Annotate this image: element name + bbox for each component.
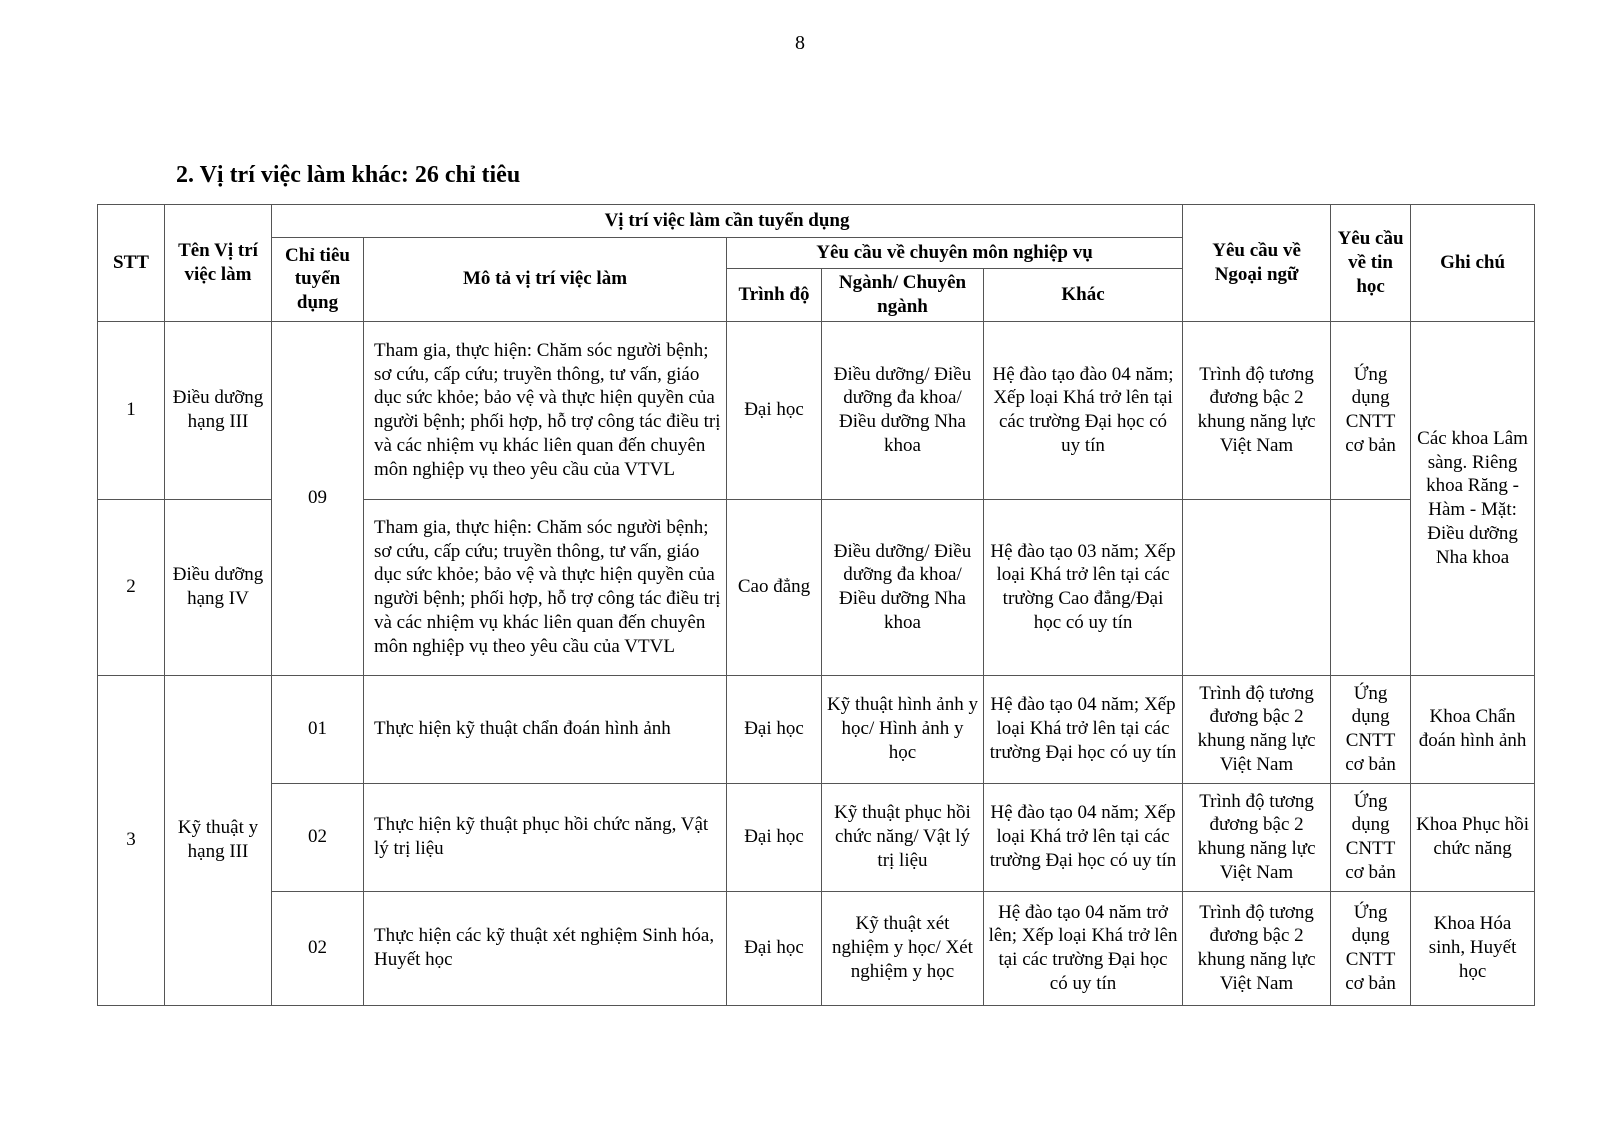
header-position-name: Tên Vị trí việc làm	[165, 205, 272, 322]
header-major: Ngành/ Chuyên ngành	[822, 269, 984, 322]
cell-description: Thực hiện kỹ thuật chẩn đoán hình ảnh	[364, 675, 727, 783]
cell-quota: 01	[272, 675, 364, 783]
cell-foreign-language: Trình độ tương đương bậc 2 khung năng lực Việt Nam	[1183, 891, 1331, 1005]
header-it-skills: Yêu cầu về tin học	[1331, 205, 1411, 322]
header-requirements-group: Yêu cầu về chuyên môn nghiệp vụ	[727, 238, 1183, 269]
cell-stt: 2	[98, 499, 165, 675]
cell-position-name: Điều dưỡng hạng IV	[165, 499, 272, 675]
section-title: 2. Vị trí việc làm khác: 26 chỉ tiêu	[176, 162, 521, 188]
header-description: Mô tả vị trí việc làm	[364, 238, 727, 322]
cell-education-level: Đại học	[727, 783, 822, 891]
header-other: Khác	[984, 269, 1183, 322]
cell-other: Hệ đào tạo 03 năm; Xếp loại Khá trở lên tại các trường Cao đẳng/Đại học có uy tín	[984, 499, 1183, 675]
cell-quota: 02	[272, 783, 364, 891]
cell-major: Kỹ thuật hình ảnh y học/ Hình ảnh y học	[822, 675, 984, 783]
cell-foreign-language	[1183, 499, 1331, 675]
cell-education-level: Đại học	[727, 675, 822, 783]
cell-major: Điều dưỡng/ Điều dưỡng đa khoa/ Điều dưỡng Nha khoa	[822, 321, 984, 499]
cell-it-skills: Ứng dụng CNTT cơ bản	[1331, 783, 1411, 891]
cell-description: Tham gia, thực hiện: Chăm sóc người bệnh; sơ cứu, cấp cứu; truyền thông, tư vấn, giáo dục sức khỏe; bảo vệ và thực hiện quyền của người bệnh; phối hợp, hỗ trợ công tác điều trị và các nhiệm vụ khác liên quan đến chuyên môn nghiệp vụ theo yêu cầu của VTVL	[364, 499, 727, 675]
page-number: 8	[795, 32, 805, 54]
cell-foreign-language: Trình độ tương đương bậc 2 khung năng lực Việt Nam	[1183, 783, 1331, 891]
cell-position-name: Điều dưỡng hạng III	[165, 321, 272, 499]
cell-quota: 02	[272, 891, 364, 1005]
cell-description: Thực hiện các kỹ thuật xét nghiệm Sinh hóa, Huyết học	[364, 891, 727, 1005]
cell-education-level: Đại học	[727, 891, 822, 1005]
table-row	[98, 675, 1535, 783]
cell-it-skills: Ứng dụng CNTT cơ bản	[1331, 321, 1411, 499]
cell-major: Kỹ thuật xét nghiệm y học/ Xét nghiệm y học	[822, 891, 984, 1005]
header-stt: STT	[98, 205, 165, 322]
cell-it-skills: Ứng dụng CNTT cơ bản	[1331, 675, 1411, 783]
cell-major: Điều dưỡng/ Điều dưỡng đa khoa/ Điều dưỡng Nha khoa	[822, 499, 984, 675]
cell-major: Kỹ thuật phục hồi chức năng/ Vật lý trị liệu	[822, 783, 984, 891]
cell-education-level: Cao đẳng	[727, 499, 822, 675]
cell-foreign-language: Trình độ tương đương bậc 2 khung năng lực Việt Nam	[1183, 675, 1331, 783]
cell-other: Hệ đào tạo 04 năm; Xếp loại Khá trở lên tại các trường Đại học có uy tín	[984, 783, 1183, 891]
cell-quota: 09	[272, 321, 364, 675]
cell-notes: Khoa Hóa sinh, Huyết học	[1411, 891, 1535, 1005]
cell-description: Tham gia, thực hiện: Chăm sóc người bệnh; sơ cứu, cấp cứu; truyền thông, tư vấn, giáo dục sức khỏe; bảo vệ và thực hiện quyền của người bệnh; phối hợp, hỗ trợ công tác điều trị và các nhiệm vụ khác liên quan đến chuyên môn nghiệp vụ theo yêu cầu của VTVL	[364, 321, 727, 499]
header-quota: Chỉ tiêu tuyển dụng	[272, 238, 364, 322]
table-row	[98, 321, 1535, 499]
cell-stt: 1	[98, 321, 165, 499]
cell-it-skills	[1331, 499, 1411, 675]
recruitment-table	[97, 204, 1535, 1006]
cell-stt: 3	[98, 675, 165, 1005]
cell-other: Hệ đào tạo 04 năm trở lên; Xếp loại Khá trở lên tại các trường Đại học có uy tín	[984, 891, 1183, 1005]
cell-other: Hệ đào tạo đào 04 năm; Xếp loại Khá trở lên tại các trường Đại học có uy tín	[984, 321, 1183, 499]
cell-position-name: Kỹ thuật y hạng III	[165, 675, 272, 1005]
header-foreign-language: Yêu cầu về Ngoại ngữ	[1183, 205, 1331, 322]
cell-description: Thực hiện kỹ thuật phục hồi chức năng, Vật lý trị liệu	[364, 783, 727, 891]
table-row	[98, 891, 1535, 1005]
cell-notes: Khoa Chẩn đoán hình ảnh	[1411, 675, 1535, 783]
table-row	[98, 783, 1535, 891]
header-notes: Ghi chú	[1411, 205, 1535, 322]
cell-foreign-language: Trình độ tương đương bậc 2 khung năng lực Việt Nam	[1183, 321, 1331, 499]
cell-education-level: Đại học	[727, 321, 822, 499]
cell-it-skills: Ứng dụng CNTT cơ bản	[1331, 891, 1411, 1005]
cell-notes: Khoa Phục hồi chức năng	[1411, 783, 1535, 891]
cell-notes: Các khoa Lâm sàng. Riêng khoa Răng - Hàm - Mặt: Điều dưỡng Nha khoa	[1411, 321, 1535, 675]
header-education-level: Trình độ	[727, 269, 822, 322]
header-position-group: Vị trí việc làm cần tuyển dụng	[272, 205, 1183, 238]
cell-other: Hệ đào tạo 04 năm; Xếp loại Khá trở lên tại các trường Đại học có uy tín	[984, 675, 1183, 783]
